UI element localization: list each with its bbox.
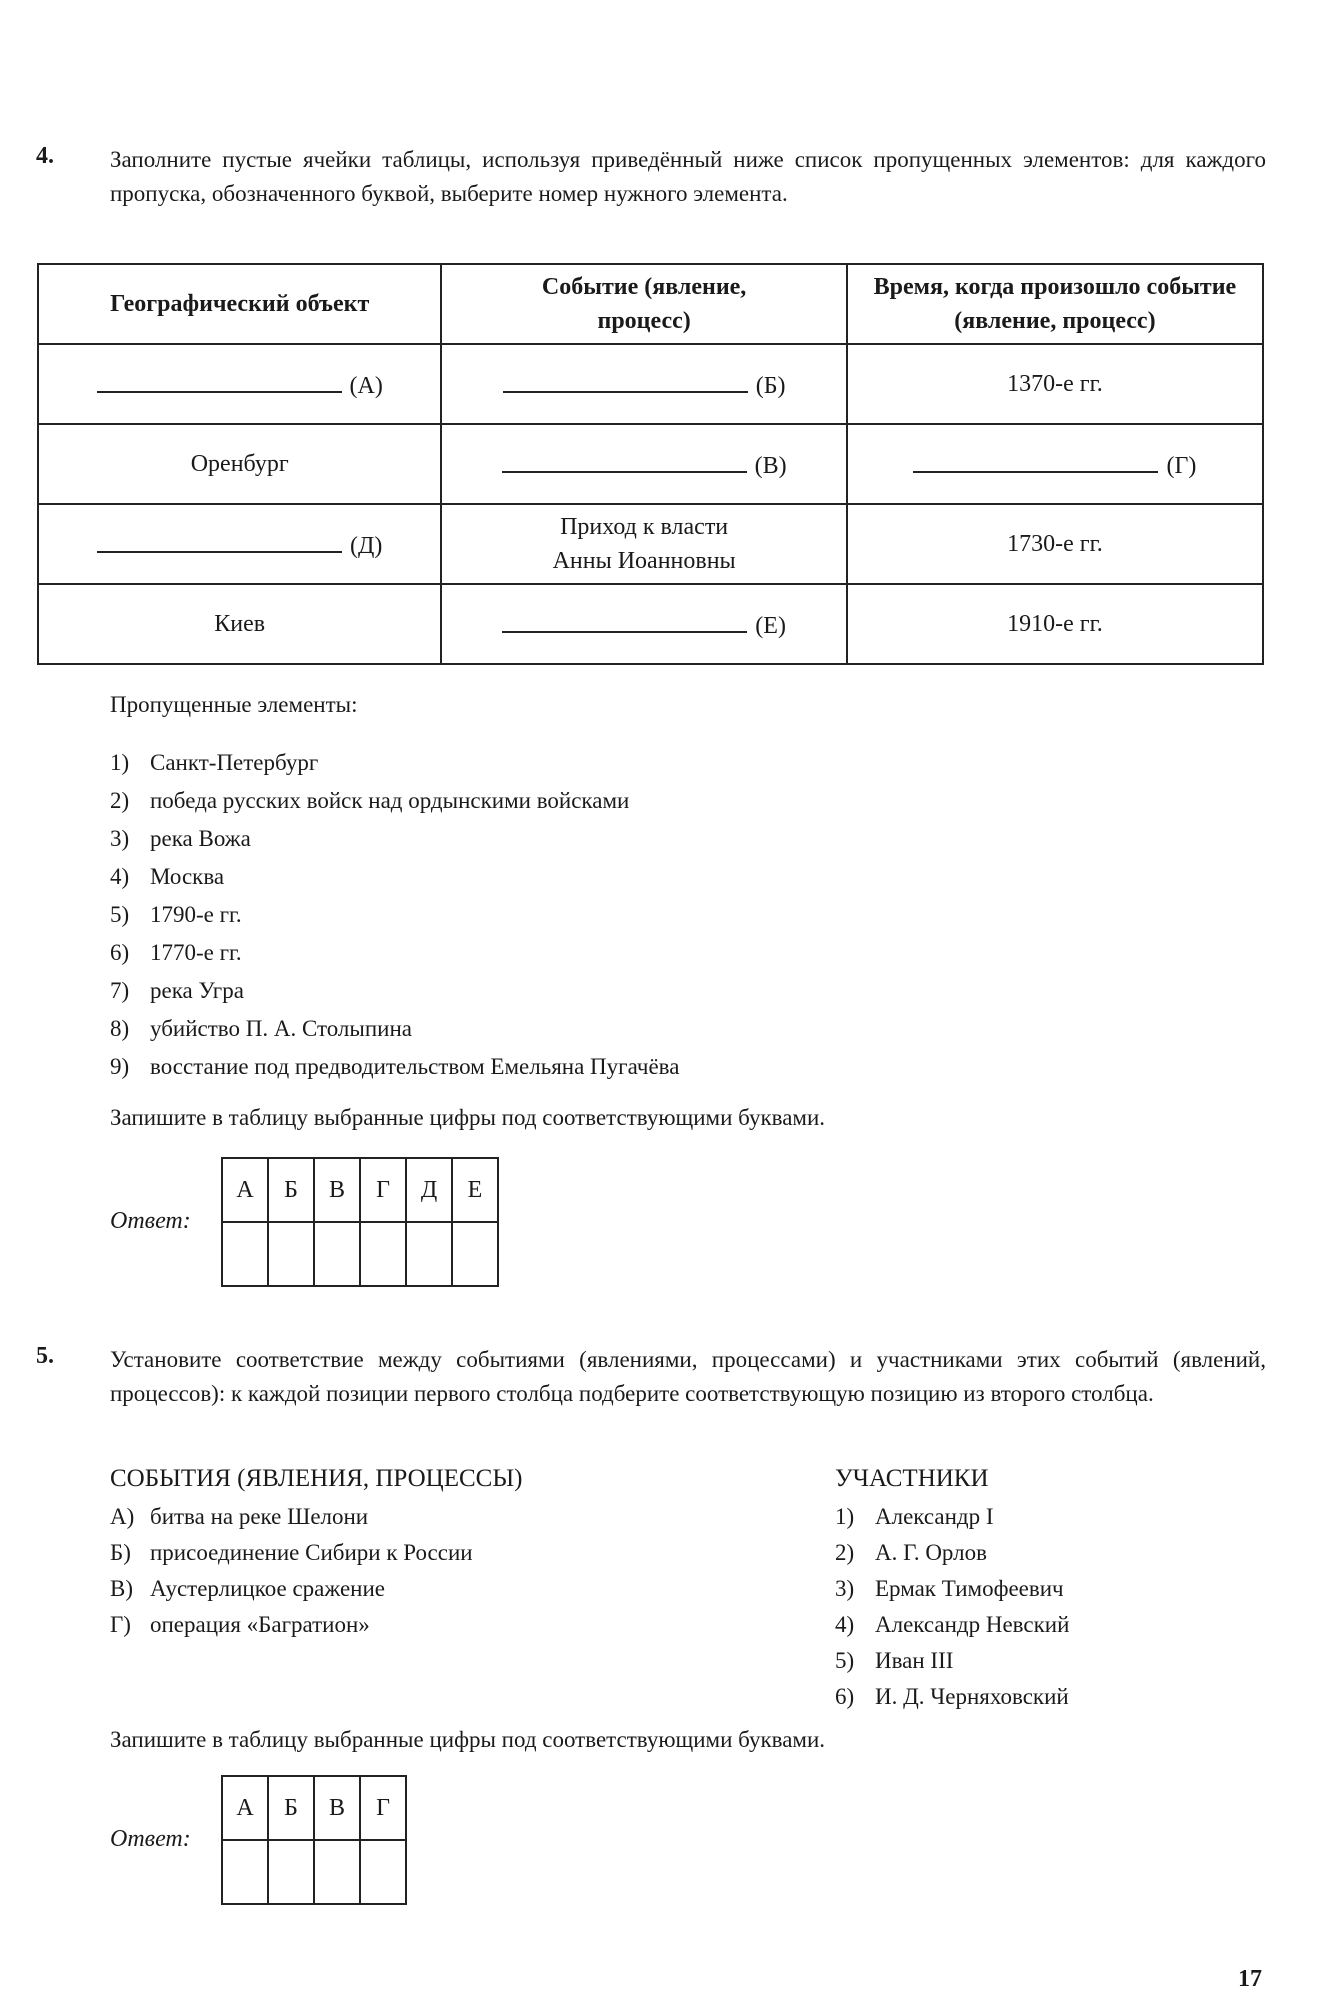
task-5-instruction: Запишите в таблицу выбранные цифры под соответствующими буквами. bbox=[110, 1727, 826, 1752]
answer-letter: А bbox=[222, 1776, 268, 1840]
header-event: Событие (явление, процесс) bbox=[441, 264, 846, 344]
participants-column-head: УЧАСТНИКИ bbox=[835, 1465, 989, 1492]
answer-letter: Г bbox=[360, 1158, 406, 1222]
list-item: 1) Александр I bbox=[835, 1504, 994, 1529]
answer-cell[interactable] bbox=[360, 1840, 406, 1904]
table-row bbox=[38, 344, 1263, 424]
answer-input-row bbox=[222, 1222, 498, 1286]
blank-line bbox=[502, 445, 747, 473]
list-item: 9) восстание под предводительством Емельяна Пугачёва bbox=[110, 1054, 680, 1079]
blank-line bbox=[503, 365, 748, 393]
page-number: 17 bbox=[1238, 1966, 1262, 1992]
list-item: 1) Санкт-Петербург bbox=[110, 750, 319, 775]
cell-geo: Оренбург bbox=[38, 424, 441, 504]
answer-letters-row bbox=[222, 1158, 498, 1222]
cell-b[interactable] bbox=[441, 344, 846, 424]
list-item: 4) Александр Невский bbox=[835, 1612, 1070, 1637]
blank-line bbox=[97, 365, 342, 393]
task-5 bbox=[36, 1343, 1266, 1411]
list-item: 3) Ермак Тимофеевич bbox=[835, 1576, 1064, 1601]
list-item: 5) 1790-е гг. bbox=[110, 902, 242, 927]
task-5-number: 5. bbox=[36, 1343, 54, 1369]
cell-a[interactable] bbox=[38, 344, 441, 424]
task-4-instruction: Запишите в таблицу выбранные цифры под соответствующими буквами. bbox=[110, 1105, 826, 1130]
header-geo-object: Географический объект bbox=[38, 264, 441, 344]
blank-line bbox=[913, 445, 1158, 473]
answer-cell[interactable] bbox=[314, 1840, 360, 1904]
answer-cell[interactable] bbox=[268, 1840, 314, 1904]
answer-cell[interactable] bbox=[406, 1222, 452, 1286]
task-4-text: Заполните пустые ячейки таблицы, используя приведённый ниже список пропущенных элементов: для каждого пропуска, обозначенного буквой, выберите номер нужного элемента. bbox=[110, 147, 1266, 206]
cell-letter: (Д) bbox=[350, 533, 383, 559]
answer-letter: Д bbox=[406, 1158, 452, 1222]
cell-time: 1730-е гг. bbox=[847, 504, 1263, 584]
cell-letter: (А) bbox=[349, 373, 383, 399]
table-row bbox=[38, 424, 1263, 504]
answer-cell[interactable] bbox=[314, 1222, 360, 1286]
table-row bbox=[38, 584, 1263, 664]
cell-time: 1910-е гг. bbox=[847, 584, 1263, 664]
answer-letter: Г bbox=[360, 1776, 406, 1840]
list-item: Б) присоединение Сибири к России bbox=[110, 1540, 473, 1565]
list-item: 7) река Угра bbox=[110, 978, 244, 1003]
answer-cell[interactable] bbox=[222, 1222, 268, 1286]
list-item: 6) И. Д. Черняховский bbox=[835, 1684, 1069, 1709]
answer-letter: Б bbox=[268, 1158, 314, 1222]
answer-letter: В bbox=[314, 1776, 360, 1840]
answer-input-row bbox=[222, 1840, 406, 1904]
list-item: 2) А. Г. Орлов bbox=[835, 1540, 987, 1565]
cell-time: 1370-е гг. bbox=[847, 344, 1263, 424]
task-4 bbox=[36, 143, 1266, 211]
task-5-text: Установите соответствие между событиями (явлениями, процессами) и участниками этих событий (явлений, процессов): к каждой позиции первого столбца подберите соответствующую позицию из второго столбца. bbox=[110, 1347, 1266, 1406]
answer-cell[interactable] bbox=[222, 1840, 268, 1904]
task-4-answer-grid bbox=[221, 1157, 499, 1287]
answer-cell[interactable] bbox=[268, 1222, 314, 1286]
list-item: А) битва на реке Шелони bbox=[110, 1504, 369, 1529]
task-4-number: 4. bbox=[36, 143, 54, 169]
table-row bbox=[38, 504, 1263, 584]
cell-g[interactable] bbox=[847, 424, 1263, 504]
list-item: Г) операция «Багратион» bbox=[110, 1612, 370, 1637]
list-item: 2) победа русских войск над ордынскими войсками bbox=[110, 788, 630, 813]
list-item: 6) 1770-е гг. bbox=[110, 940, 242, 965]
list-item: 8) убийство П. А. Столыпина bbox=[110, 1016, 412, 1041]
task-4-table bbox=[37, 263, 1264, 665]
cell-e[interactable] bbox=[441, 584, 846, 664]
cell-event: Приход к власти Анны Иоанновны bbox=[441, 504, 846, 584]
cell-letter: (Г) bbox=[1166, 453, 1197, 479]
task-5-answer-label: Ответ: bbox=[110, 1826, 191, 1852]
list-item: В) Аустерлицкое сражение bbox=[110, 1576, 386, 1601]
answer-letter: В bbox=[314, 1158, 360, 1222]
list-item: 5) Иван III bbox=[835, 1648, 954, 1673]
events-column-head: СОБЫТИЯ (ЯВЛЕНИЯ, ПРОЦЕССЫ) bbox=[110, 1465, 523, 1492]
events-list bbox=[110, 1499, 473, 1643]
blank-line bbox=[97, 525, 342, 553]
answer-letter: А bbox=[222, 1158, 268, 1222]
answer-cell[interactable] bbox=[360, 1222, 406, 1286]
answer-cell[interactable] bbox=[452, 1222, 498, 1286]
list-item: 3) река Вожа bbox=[110, 826, 251, 851]
cell-d[interactable] bbox=[38, 504, 441, 584]
answer-letter: Б bbox=[268, 1776, 314, 1840]
answer-letters-row bbox=[222, 1776, 406, 1840]
header-time: Время, когда произошло событие (явление, процесс) bbox=[847, 264, 1263, 344]
cell-letter: (Б) bbox=[755, 373, 786, 399]
blank-line bbox=[502, 605, 747, 633]
table-header-row bbox=[38, 264, 1263, 344]
participants-list bbox=[835, 1499, 1069, 1715]
answer-letter: Е bbox=[452, 1158, 498, 1222]
missing-elements-list bbox=[110, 744, 679, 1086]
cell-letter: (Е) bbox=[755, 613, 786, 639]
task-5-answer-grid bbox=[221, 1775, 407, 1905]
list-item: 4) Москва bbox=[110, 864, 225, 889]
cell-letter: (В) bbox=[754, 453, 787, 479]
missing-elements-title: Пропущенные элементы: bbox=[110, 692, 358, 717]
cell-geo: Киев bbox=[38, 584, 441, 664]
task-4-answer-label: Ответ: bbox=[110, 1208, 191, 1234]
cell-v[interactable] bbox=[441, 424, 846, 504]
